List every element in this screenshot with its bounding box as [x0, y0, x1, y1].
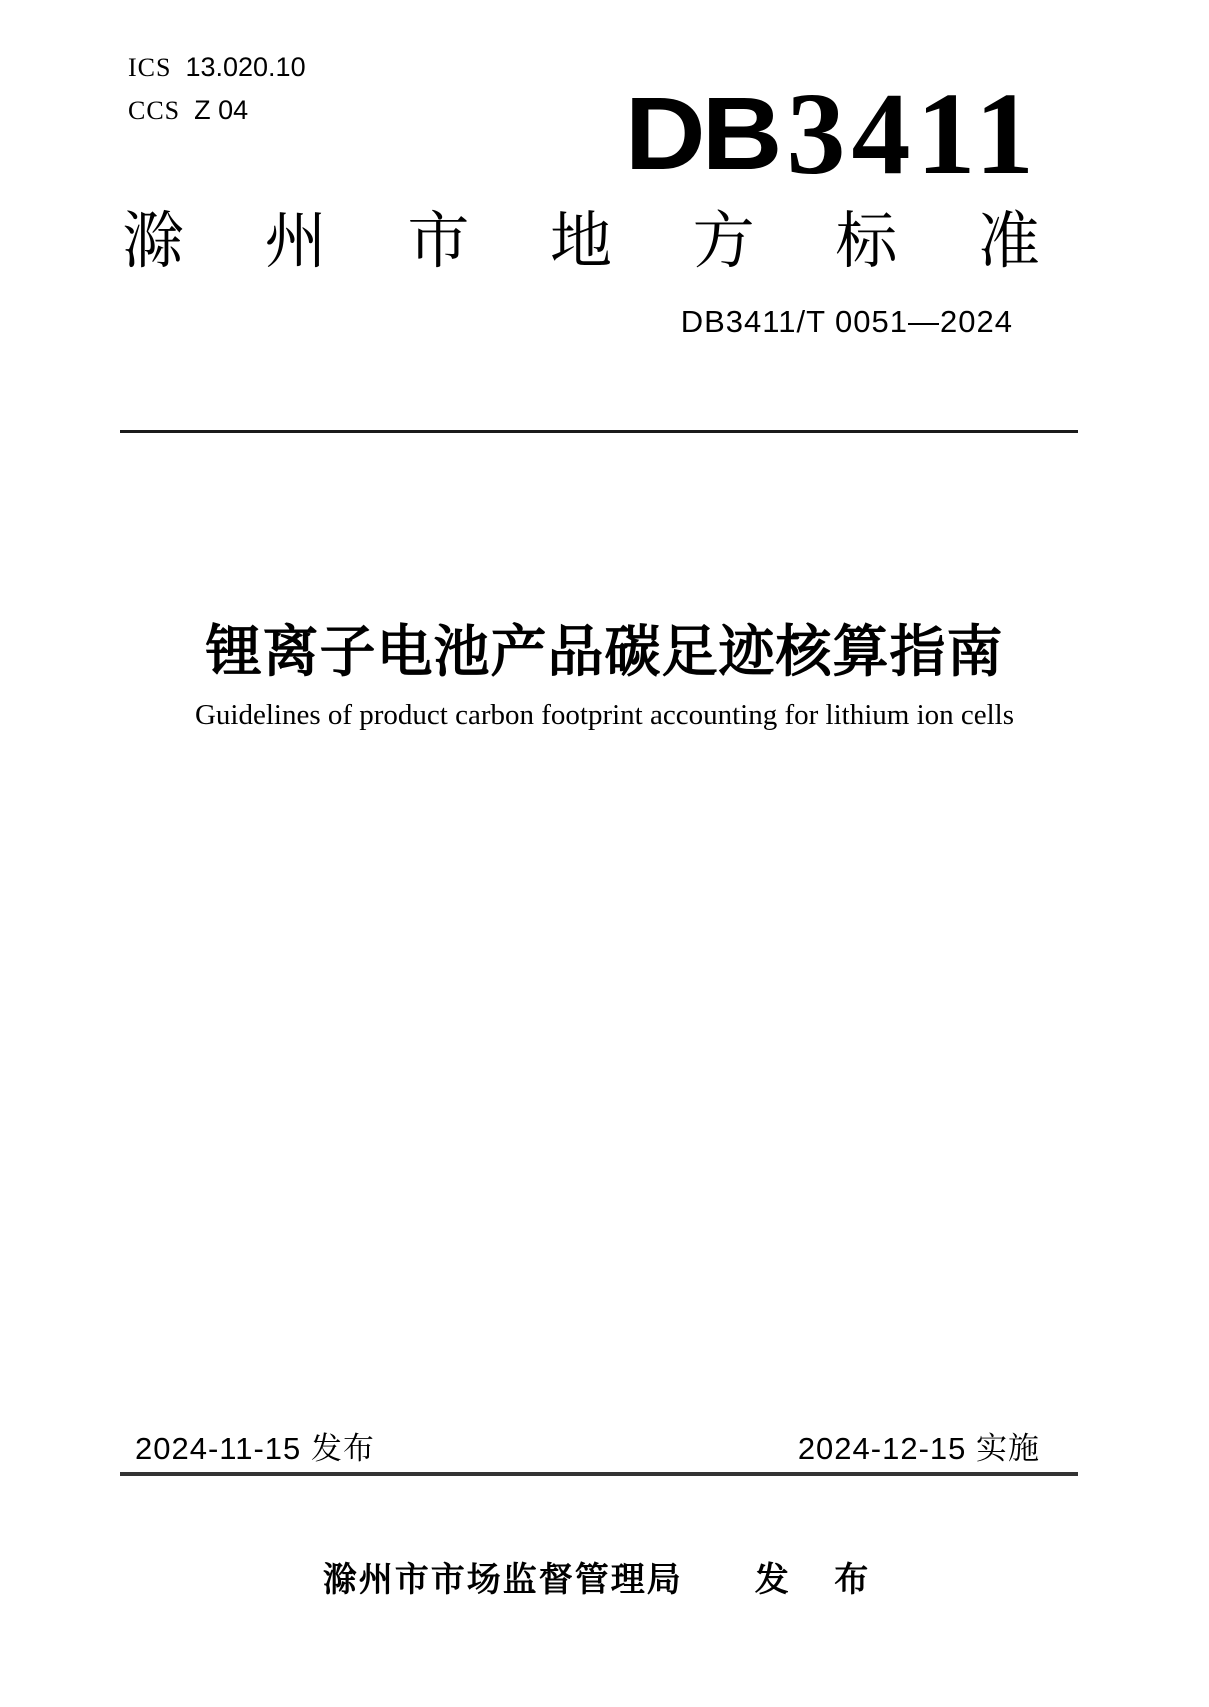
ics-label: ICS: [128, 53, 172, 82]
logo-prefix: DB: [624, 76, 779, 192]
implement-date: 2024-12-15 实施: [797, 1431, 1040, 1466]
standard-type-title: 滁州市地方标准: [122, 207, 1040, 276]
document-title-chinese: 锂离子电池产品碳足迹核算指南: [205, 620, 1004, 683]
issue-date: 2024-11-15 发布: [135, 1431, 375, 1466]
classification-codes: [128, 48, 306, 134]
bottom-divider-line: [120, 1472, 1078, 1476]
document-title-english: Guidelines of product carbon footprint accounting for lithium ion cells: [194, 699, 1015, 731]
document-number: DB3411/T 0051—2024: [680, 304, 1013, 339]
dates-row: [135, 1423, 1040, 1468]
issuer-line: [0, 1552, 1209, 1601]
ccs-label: CCS: [128, 96, 181, 125]
db-standard-logo: [624, 68, 1040, 199]
logo-number: 3411: [786, 68, 1040, 199]
top-divider-line: [120, 430, 1078, 433]
issuer-action: 发 布: [754, 1561, 887, 1599]
ccs-value: Z 04: [194, 95, 249, 125]
ics-value: 13.020.10: [185, 52, 306, 82]
issuer-name: 滁州市市场监督管理局: [322, 1561, 683, 1599]
ccs-code-row: [128, 91, 306, 134]
ics-code-row: [128, 48, 306, 91]
